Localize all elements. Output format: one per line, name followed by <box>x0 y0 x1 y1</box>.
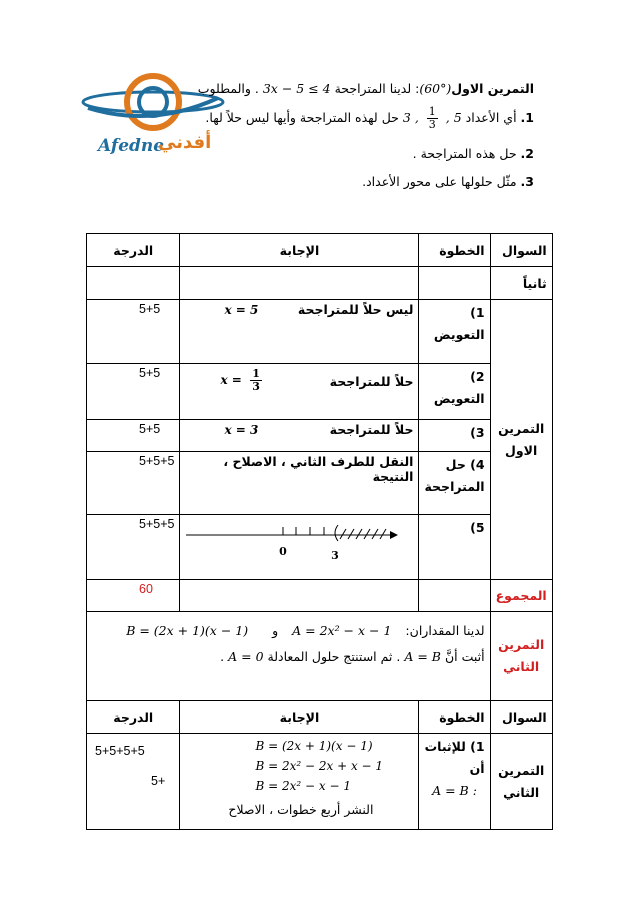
expression-b: B = (2x + 1)(x − 1) <box>126 623 249 638</box>
answer-cell <box>180 734 419 830</box>
table-header-row-2 <box>87 701 553 734</box>
expansion-line-1: B = (2x + 1)(x − 1) <box>255 739 373 753</box>
ex2-text: لدينا المقداران: <box>405 623 485 638</box>
table-row <box>87 734 553 830</box>
ex2-text-2: أثبت أنَّ <box>444 649 485 664</box>
statement-text: : لدينا المتراجحة <box>334 81 420 96</box>
empty-cell <box>180 267 419 300</box>
table-row <box>87 515 553 580</box>
section-second: ثانياً <box>490 267 552 300</box>
answer-cell <box>180 300 419 364</box>
total-value: 60 <box>87 580 180 612</box>
step-cell: 2) التعويض <box>419 364 490 420</box>
table-row <box>87 364 553 420</box>
step-cell <box>419 734 490 830</box>
inequality: 3x − 5 ≤ 4 <box>262 81 331 96</box>
total-label: المجموع <box>490 580 552 612</box>
q2-text: حل هذه المتراجحة . <box>412 146 517 161</box>
table-row <box>87 300 553 364</box>
grade-line-1: 5+5+5+5 <box>95 744 145 758</box>
fraction-one-third: $\frac{1}{3}$ <box>428 105 436 131</box>
expansion-line-3: B = 2x² − x − 1 <box>255 779 351 793</box>
answer-math: x = 3 <box>224 423 259 437</box>
q1-text-post: حل لهذه المتراجحة وأيها ليس حلاً لها. <box>205 110 399 125</box>
header-question: السوال <box>490 701 552 734</box>
step-cell: 4) حل المتراجحة <box>419 452 490 515</box>
header-grade: الدرجة <box>87 701 180 734</box>
grade-line-2: 5+ <box>151 774 166 788</box>
expression-a: A = 2x² − x − 1 <box>292 623 392 638</box>
header-answer: الإجابة <box>180 234 419 267</box>
step-cell: 3) <box>419 420 490 452</box>
q2-number: 2. <box>520 146 534 161</box>
logo-arabic-text: أفدني <box>158 132 212 153</box>
step-cell: 1) التعويض <box>419 300 490 364</box>
header-question: السوال <box>490 234 552 267</box>
header-answer: الإجابة <box>180 701 419 734</box>
exercise-1-label: التمرين الاول <box>490 300 552 580</box>
exercise-statement <box>94 80 534 98</box>
header-step: الخطوة <box>419 234 490 267</box>
answer-cell <box>180 420 419 452</box>
exercise-2-row <box>87 612 553 701</box>
answer-math: x = 5 <box>224 303 259 317</box>
answer-text: حلاً للمتراجحة <box>329 374 414 389</box>
exercise-2-label-2: التمرين الثاني <box>490 734 552 830</box>
q1-values: 3 , <box>402 110 419 125</box>
question-1 <box>94 106 534 131</box>
grade-cell: 5+5+5 <box>87 452 180 515</box>
fraction-one-third: $\frac{1}{3}$ <box>252 367 260 393</box>
question-3 <box>94 173 534 191</box>
answer-text: حلاً للمتراجحة <box>329 422 414 437</box>
number-line <box>180 515 418 579</box>
answer-cell <box>180 364 419 420</box>
expansion-note: النشر أربع خطوات ، الاصلاح <box>228 802 374 817</box>
number-line-cell <box>180 515 419 580</box>
q3-number: 3. <box>520 174 534 189</box>
empty-cell <box>180 580 419 612</box>
logo-latin-text: Afedne <box>98 136 165 156</box>
answer-cell: النقل للطرف الثاني ، الاصلاح ، النتيجة <box>180 452 419 515</box>
table-row <box>87 267 553 300</box>
header-step: الخطوة <box>419 701 490 734</box>
grade-cell <box>87 734 180 830</box>
grading-table-1 <box>86 233 553 830</box>
exercise-2-statement <box>87 612 491 701</box>
q1-text-pre: أي الأعداد <box>465 110 517 125</box>
table-row <box>87 452 553 515</box>
table-header-row <box>87 234 553 267</box>
grade-cell: 5+5+5 <box>87 515 180 580</box>
ex2-and: و <box>272 623 279 638</box>
tick-label-0: 0 <box>279 545 288 558</box>
exercise-title: التمرين الاول <box>451 81 534 96</box>
answer-text: ليس حلاً للمتراجحة <box>297 302 414 317</box>
equality-ab: A = B <box>404 649 441 664</box>
ex2-dot: . <box>220 649 225 664</box>
exercise-degrees: (60°) <box>419 81 452 96</box>
q1-values-2: , 5 <box>445 110 462 125</box>
exercise-2-label: التمرين الثاني <box>490 612 552 701</box>
q3-text: مثّل حلولها على محور الأعداد. <box>362 174 517 189</box>
expansion-line-2: B = 2x² − 2x + x − 1 <box>255 759 384 773</box>
ex2-text-3: . ثم استنتج حلول المعادلة <box>267 649 401 664</box>
table-row <box>87 420 553 452</box>
q1-number: 1. <box>520 110 534 125</box>
answer-math: x = $\frac{1}{3}$ <box>220 367 260 393</box>
question-2 <box>94 145 534 163</box>
statement-tail: . والمطلوب <box>197 81 259 96</box>
step-text: 1) للإثبات أن <box>424 739 485 776</box>
header-grade: الدرجة <box>87 234 180 267</box>
step-math: A = B : <box>432 783 477 798</box>
arrow-head-icon <box>390 531 398 539</box>
step-cell: 5) <box>419 515 490 580</box>
empty-cell <box>87 267 180 300</box>
grade-cell: 5+5 <box>87 300 180 364</box>
empty-cell <box>419 580 490 612</box>
equation-a0: A = 0 <box>228 649 264 664</box>
tick-label-3: 3 <box>331 549 340 562</box>
total-row <box>87 580 553 612</box>
grade-cell: 5+5 <box>87 420 180 452</box>
empty-cell <box>419 267 490 300</box>
grade-cell: 5+5 <box>87 364 180 420</box>
